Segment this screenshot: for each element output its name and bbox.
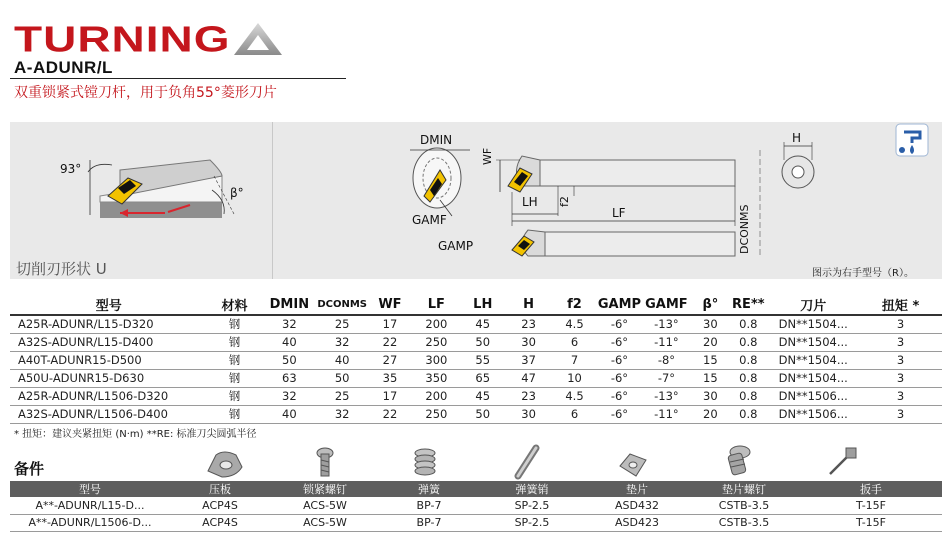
beta-label: β° [230, 186, 244, 200]
wf-label: WF [481, 147, 494, 165]
table-cell: SP-2.5 [478, 514, 586, 531]
table-cell: 6 [552, 333, 598, 351]
f2-label: f2 [558, 196, 571, 207]
table-cell: 22 [367, 405, 413, 423]
col-h: H [506, 295, 552, 315]
table-cell: 钢 [208, 351, 262, 369]
table-cell: 32 [261, 387, 317, 405]
parts-row [10, 497, 942, 514]
table-cell: A40T-ADUNR15-D500 [10, 351, 208, 369]
table-row [10, 315, 942, 333]
table-cell: ASD423 [586, 514, 688, 531]
table-cell: A25R-ADUNR/L15-D320 [10, 315, 208, 333]
table-cell: -6° [597, 315, 641, 333]
subtitle: 双重锁紧式镗刀杆，用于负角55°菱形刀片 [14, 85, 277, 101]
table-cell: 25 [317, 387, 367, 405]
col-re: RE** [729, 295, 767, 315]
table-cell: 4.5 [552, 387, 598, 405]
table-cell: 钢 [208, 369, 262, 387]
col-gamp: GAMP [597, 295, 641, 315]
table-cell: BP-7 [380, 514, 478, 531]
spare-parts-table [10, 481, 942, 532]
table-cell: 23 [506, 315, 552, 333]
table-cell: 37 [506, 351, 552, 369]
parts-col-spring: 弹簧 [380, 481, 478, 497]
parts-col-model: 型号 [10, 481, 170, 497]
table-cell: 0.8 [729, 315, 767, 333]
shim-icon [616, 450, 650, 480]
table-cell: DN**1506... [767, 405, 859, 423]
spec-table [10, 295, 942, 424]
table-cell: 0.8 [729, 333, 767, 351]
table-cell: 200 [413, 387, 460, 405]
table-cell: 0.8 [729, 369, 767, 387]
table-cell: 钢 [208, 315, 262, 333]
table-cell: ACS-5W [270, 497, 380, 514]
table-row [10, 405, 942, 423]
table-cell: 25 [317, 315, 367, 333]
table-cell: 200 [413, 315, 460, 333]
table-cell: 3 [859, 405, 942, 423]
col-insert: 刀片 [767, 295, 859, 315]
table-cell: T-15F [800, 514, 942, 531]
table-row [10, 387, 942, 405]
parts-col-clamp: 压板 [170, 481, 270, 497]
table-cell: ACP4S [170, 514, 270, 531]
table-cell: 22 [367, 333, 413, 351]
table-cell: ASD432 [586, 497, 688, 514]
table-cell: 6 [552, 405, 598, 423]
spring-pin-icon [512, 444, 542, 480]
side-view-bottom-drawing [512, 230, 735, 256]
table-cell: BP-7 [380, 497, 478, 514]
table-cell: 10 [552, 369, 598, 387]
logo-text: TURNING [14, 18, 231, 60]
cutting-edge-shape-label: 切削刃形状 U [16, 260, 107, 278]
table-cell: 20 [691, 333, 729, 351]
table-cell: A32S-ADUNR/L15-D400 [10, 333, 208, 351]
gamp-label: GAMP [438, 239, 474, 253]
table-row [10, 369, 942, 387]
table-cell: 47 [506, 369, 552, 387]
table-cell: 3 [859, 369, 942, 387]
parts-col-lock-screw: 锁紧螺钉 [270, 481, 380, 497]
table-cell: 23 [506, 387, 552, 405]
shank-end-view-drawing [782, 142, 814, 188]
table-cell: -6° [597, 351, 641, 369]
table-cell: 40 [317, 351, 367, 369]
table-cell: 32 [317, 405, 367, 423]
table-cell: 250 [413, 333, 460, 351]
table-cell: 350 [413, 369, 460, 387]
table-cell: 4.5 [552, 315, 598, 333]
col-f2: f2 [552, 295, 598, 315]
table-cell: 40 [261, 333, 317, 351]
table-cell: -8° [641, 351, 691, 369]
table-cell: 50 [261, 351, 317, 369]
table-cell: 45 [460, 315, 506, 333]
table-cell: 0.8 [729, 387, 767, 405]
table-cell: 钢 [208, 333, 262, 351]
table-cell: DN**1504... [767, 315, 859, 333]
spring-icon [410, 446, 440, 480]
col-torque: 扭矩 * [859, 295, 942, 315]
table-cell: 3 [859, 387, 942, 405]
table-cell: ACP4S [170, 497, 270, 514]
coolant-icon [896, 124, 928, 156]
col-beta: β° [691, 295, 729, 315]
footnote: * 扭矩：建议夹紧扭矩 (N·m) **RE: 标准刀尖圆弧半径 [14, 429, 257, 440]
col-lh: LH [460, 295, 506, 315]
model-title: A-ADUNR/L [14, 58, 113, 77]
table-cell: 55 [460, 351, 506, 369]
table-cell: -13° [641, 387, 691, 405]
table-cell: -6° [597, 333, 641, 351]
table-cell: DN**1504... [767, 351, 859, 369]
table-cell: 钢 [208, 387, 262, 405]
table-cell: CSTB-3.5 [688, 497, 800, 514]
parts-col-wrench: 扳手 [800, 481, 942, 497]
dmin-label: DMIN [420, 133, 453, 147]
table-cell: 32 [317, 333, 367, 351]
dconms-label: DCONMS [738, 204, 751, 254]
table-cell: 300 [413, 351, 460, 369]
table-cell: 0.8 [729, 405, 767, 423]
shim-screw-icon [722, 444, 754, 480]
table-cell: 63 [261, 369, 317, 387]
table-cell: SP-2.5 [478, 497, 586, 514]
table-cell: 30 [506, 405, 552, 423]
h-label: H [792, 131, 802, 145]
table-cell: 17 [367, 315, 413, 333]
table-cell: 15 [691, 351, 729, 369]
end-view-drawing [410, 148, 470, 216]
col-dmin: DMIN [261, 295, 317, 315]
table-cell: 35 [367, 369, 413, 387]
col-wf: WF [367, 295, 413, 315]
table-cell: 17 [367, 387, 413, 405]
table-cell: DN**1504... [767, 369, 859, 387]
table-cell: 30 [691, 387, 729, 405]
table-cell: 30 [691, 315, 729, 333]
col-lf: LF [413, 295, 460, 315]
col-gamf: GAMF [641, 295, 691, 315]
clamp-icon [202, 447, 246, 481]
table-cell: 15 [691, 369, 729, 387]
table-cell: ACS-5W [270, 514, 380, 531]
table-row [10, 333, 942, 351]
table-cell: 3 [859, 351, 942, 369]
parts-row [10, 514, 942, 531]
table-cell: DN**1506... [767, 387, 859, 405]
table-cell: A32S-ADUNR/L1506-D400 [10, 405, 208, 423]
lock-screw-icon [310, 446, 340, 480]
table-cell: A25R-ADUNR/L1506-D320 [10, 387, 208, 405]
table-cell: -11° [641, 333, 691, 351]
table-cell: CSTB-3.5 [688, 514, 800, 531]
lh-label: LH [522, 195, 538, 209]
col-material: 材料 [208, 295, 262, 315]
table-cell: 7 [552, 351, 598, 369]
table-cell: -13° [641, 315, 691, 333]
spec-header-row [10, 295, 942, 315]
table-cell: 0.8 [729, 351, 767, 369]
table-cell: DN**1504... [767, 333, 859, 351]
parts-col-spring-pin: 弹簧销 [478, 481, 586, 497]
parts-col-shim-screw: 垫片螺钉 [688, 481, 800, 497]
table-cell: 250 [413, 405, 460, 423]
table-cell: A**-ADUNR/L1506-D... [10, 514, 170, 531]
table-cell: -7° [641, 369, 691, 387]
parts-col-shim: 垫片 [586, 481, 688, 497]
table-cell: 50 [460, 405, 506, 423]
gamf-label: GAMF [412, 213, 447, 227]
table-cell: 20 [691, 405, 729, 423]
parts-header-row [10, 481, 942, 497]
table-cell: A50U-ADUNR15-D630 [10, 369, 208, 387]
wrench-icon [826, 446, 860, 478]
table-cell: 50 [317, 369, 367, 387]
table-cell: A**-ADUNR/L15-D... [10, 497, 170, 514]
table-cell: -6° [597, 387, 641, 405]
col-dconms: DCONMS [317, 295, 367, 315]
col-model: 型号 [10, 295, 208, 315]
table-cell: 50 [460, 333, 506, 351]
lf-label: LF [612, 206, 626, 220]
table-cell: 30 [506, 333, 552, 351]
angle-93-label: 93° [60, 162, 82, 176]
table-cell: 钢 [208, 405, 262, 423]
table-cell: 45 [460, 387, 506, 405]
table-cell: 32 [261, 315, 317, 333]
table-cell: -11° [641, 405, 691, 423]
cutting-view-drawing [88, 160, 234, 218]
table-cell: 3 [859, 315, 942, 333]
table-cell: 27 [367, 351, 413, 369]
right-hand-note: 图示为右手型号（R）。 [812, 268, 914, 279]
table-cell: 3 [859, 333, 942, 351]
table-cell: -6° [597, 405, 641, 423]
table-cell: T-15F [800, 497, 942, 514]
table-cell: 40 [261, 405, 317, 423]
table-cell: -6° [597, 369, 641, 387]
table-row [10, 351, 942, 369]
spare-parts-title: 备件 [14, 460, 45, 478]
table-cell: 65 [460, 369, 506, 387]
